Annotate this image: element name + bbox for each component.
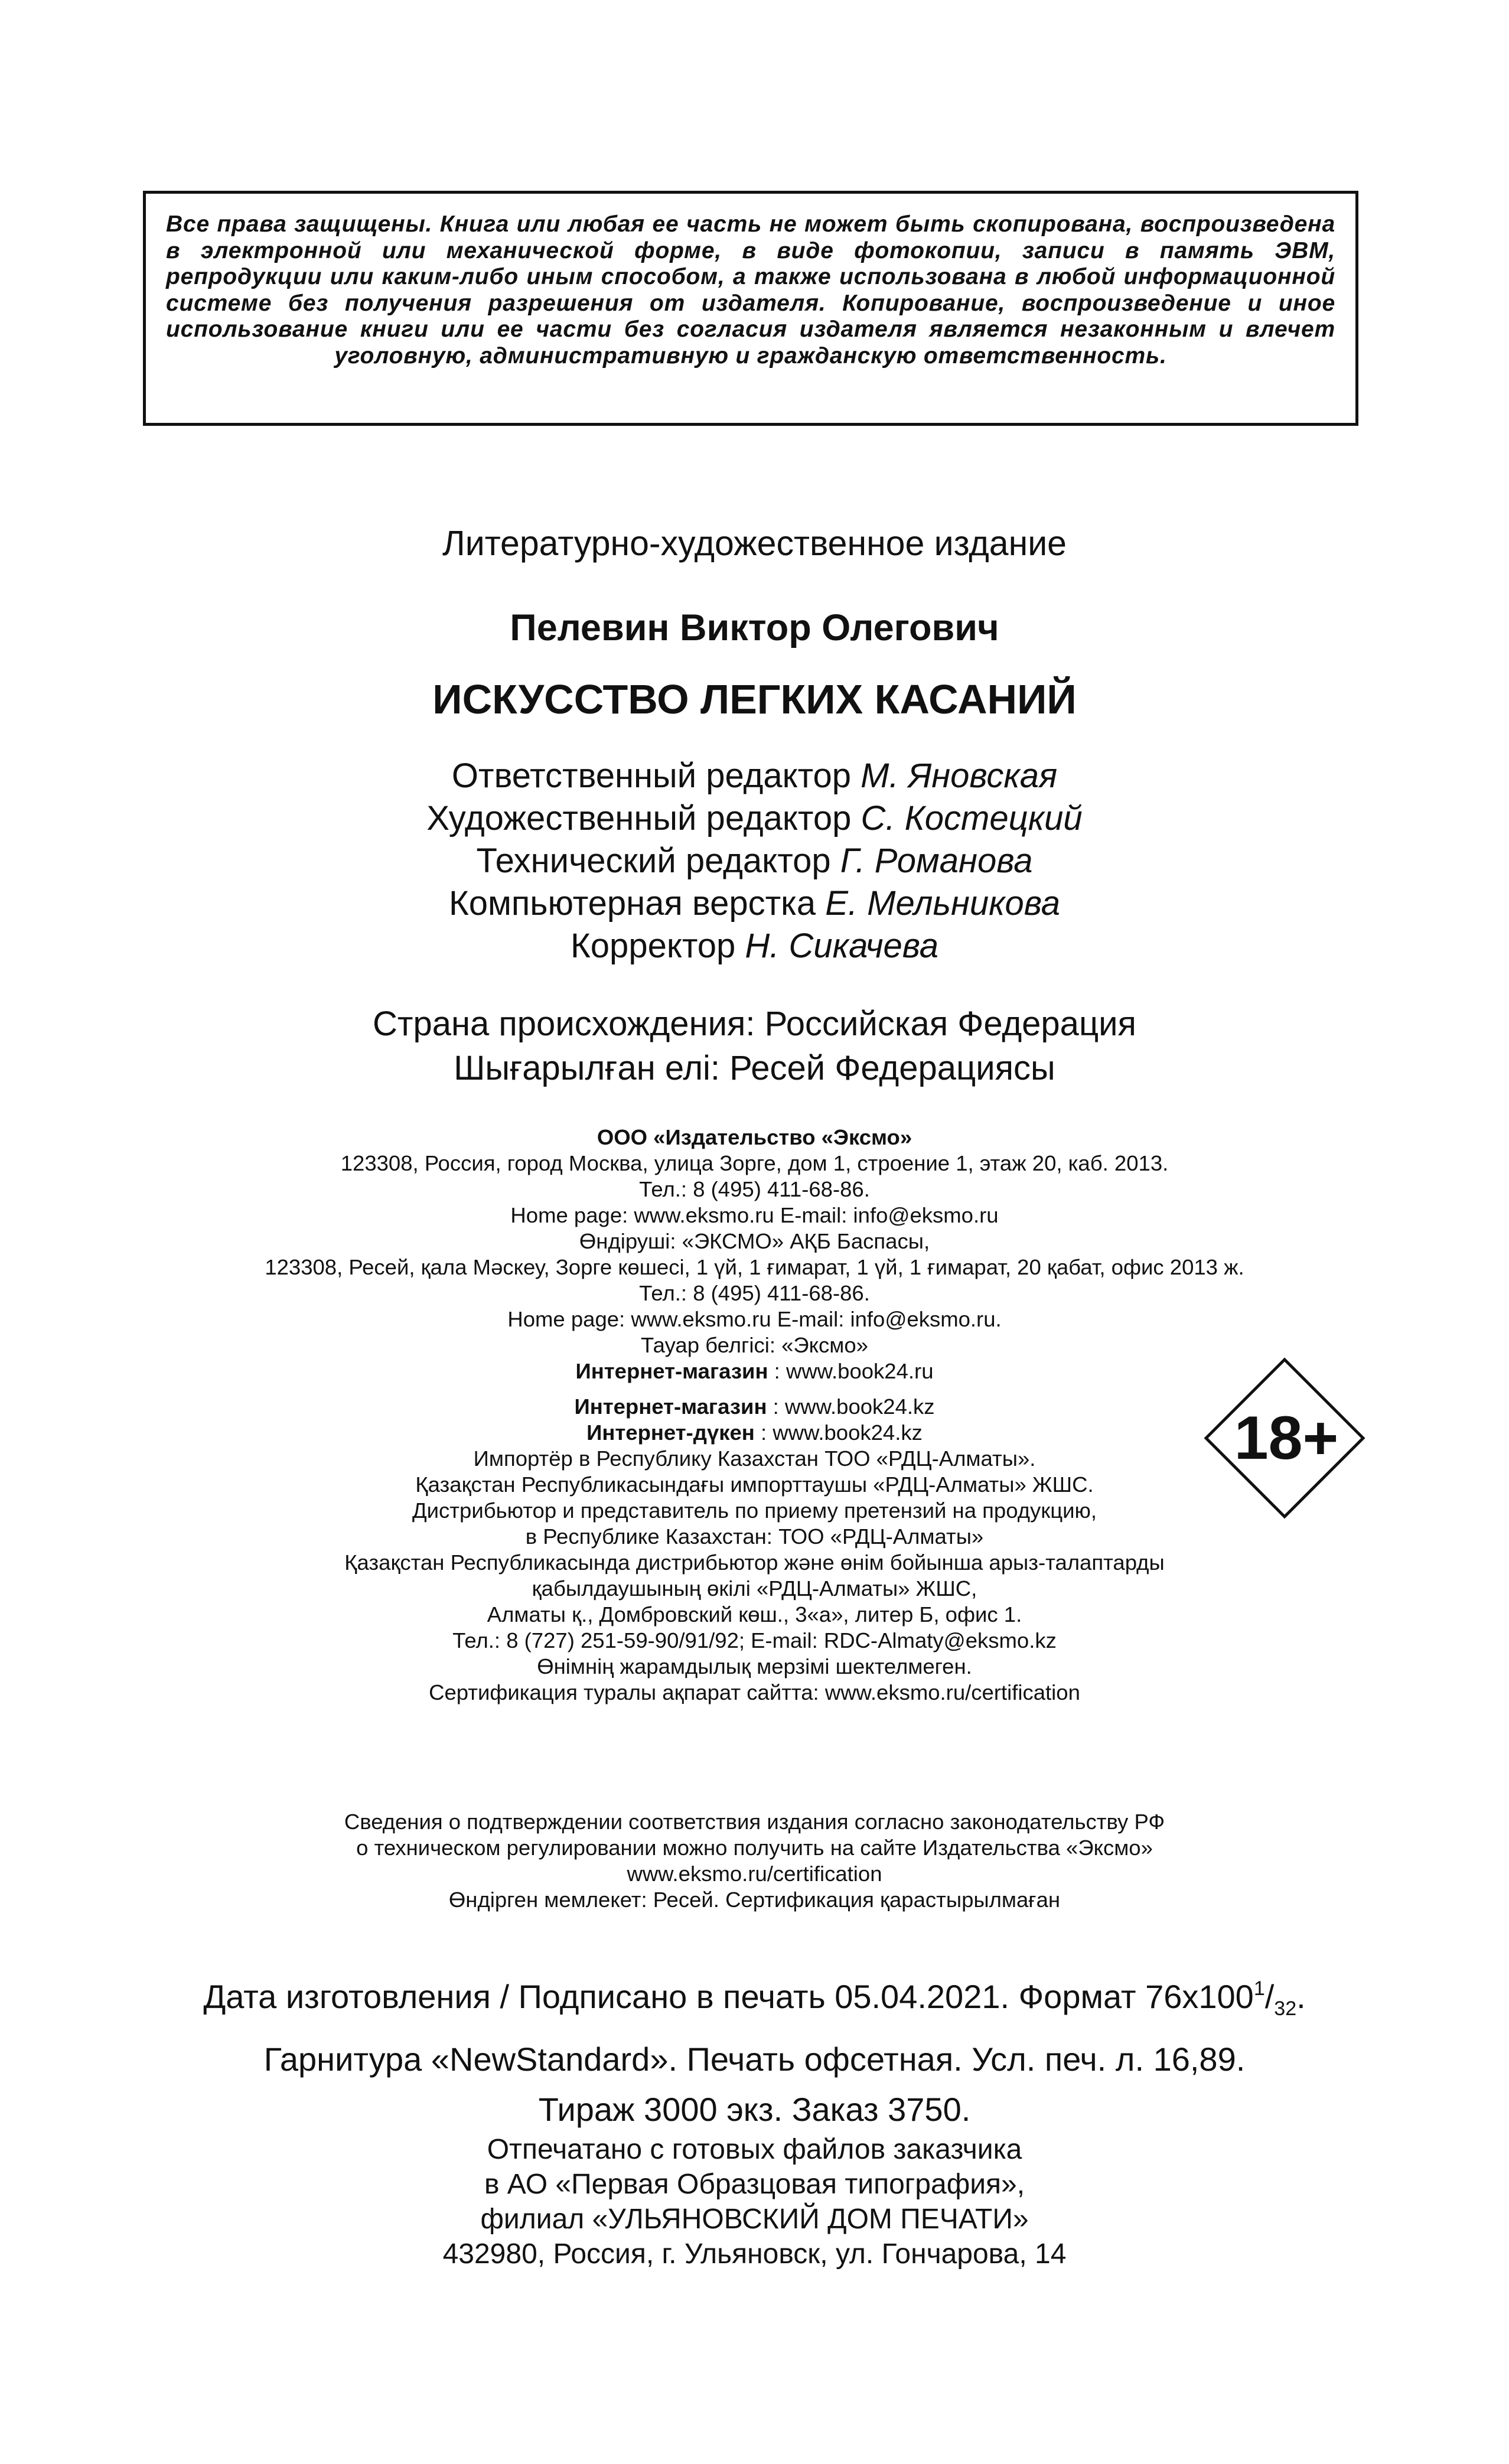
certification-info: [0, 1809, 1509, 1913]
staff-role: Корректор: [571, 927, 736, 965]
format-end: .: [1296, 1978, 1306, 2015]
printer-info: [0, 2132, 1509, 2271]
publisher-web-kz: Home page: www.eksmo.ru E-mail: info@eksmo.ru.: [507, 1307, 1002, 1331]
staff-name: М. Яновская: [861, 757, 1058, 795]
age-rating-diamond: [1204, 1357, 1365, 1519]
country-of-origin: [0, 1002, 1509, 1090]
importer-line: Алматы қ., Домбровский көш., 3«а», литер Б, офис 1.: [487, 1602, 1022, 1627]
print-info: [0, 1964, 1509, 2134]
importer-line: Тел.: 8 (727) 251-59-90/91/92; E-mail: RDC-Almaty@eksmo.kz: [452, 1628, 1057, 1653]
staff-name: Н. Сикачева: [745, 927, 938, 965]
online-shop-url: : www.book24.ru: [768, 1359, 934, 1383]
staff-line-responsible-editor: [0, 755, 1509, 797]
staff-line-art-editor: [0, 797, 1509, 840]
staff-name: Е. Мельникова: [825, 884, 1061, 923]
staff-name: С. Костецкий: [861, 799, 1083, 837]
staff-role: Технический редактор: [476, 842, 831, 880]
certification-line: Сведения о подтверждении соответствия издания согласно законодательству РФ: [344, 1810, 1165, 1834]
online-shop-label: Интернет-магазин: [575, 1359, 768, 1383]
publisher-address-ru: 123308, Россия, город Москва, улица Зорге, дом 1, строение 1, этаж 20, каб. 2013.: [340, 1151, 1169, 1175]
age-rating-label: 18+: [1234, 1404, 1339, 1472]
importer-line: Дистрибьютор и представитель по приему претензий на продукцию,: [412, 1498, 1097, 1523]
author-name: Пелевин Виктор Олегович: [510, 607, 999, 648]
importer-line: Өнімнің жарамдылық мерзімі шектелмеген.: [537, 1654, 972, 1678]
certification-line: о техническом регулировании можно получить на сайте Издательства «Эксмо»: [356, 1836, 1153, 1860]
printer-line: в АО «Первая Образцовая типография»,: [484, 2169, 1025, 2200]
staff-line-technical-editor: [0, 840, 1509, 882]
staff-line-proofreader: [0, 925, 1509, 967]
certification-line: www.eksmo.ru/certification: [627, 1862, 882, 1886]
importer-line: Қазақстан Республикасында дистрибьютор және өнім бойынша арыз-талаптарды: [344, 1550, 1165, 1575]
printer-line: Отпечатано с готовых файлов заказчика: [487, 2134, 1022, 2165]
print-date-format-line: [0, 1964, 1509, 2034]
print-date-text: Дата изготовления / Подписано в печать 05.04.2021. Формат 76x100: [203, 1978, 1254, 2015]
publisher-phone-ru: Тел.: 8 (495) 411-68-86.: [639, 1177, 870, 1201]
publisher-phone-kz: Тел.: 8 (495) 411-68-86.: [639, 1281, 870, 1305]
origin-line-kz: Шығарылған елі: Ресей Федерациясы: [454, 1049, 1055, 1087]
online-shop-label: Интернет-магазин: [574, 1394, 767, 1419]
edition-type: Литературно-художественное издание: [442, 524, 1067, 563]
publisher-web-ru: Home page: www.eksmo.ru E-mail: info@eksmo.ru: [510, 1203, 999, 1227]
importer-line: қабылдаушының өкілі «РДЦ-Алматы» ЖШС,: [532, 1576, 977, 1601]
certification-line: Өндірген мемлекет: Ресей. Сертификация қарастырылмаған: [448, 1888, 1061, 1912]
online-shop-url: : www.book24.kz: [767, 1394, 935, 1419]
online-shop-label: Интернет-дүкен: [586, 1420, 755, 1445]
staff-role: Ответственный редактор: [451, 757, 852, 795]
circulation-line: Тираж 3000 экз. Заказ 3750.: [538, 2091, 971, 2128]
publisher-producer-kz: Өндіруші: «ЭКСМО» АҚБ Баспасы,: [579, 1229, 930, 1253]
staff-credits: [0, 755, 1509, 967]
publisher-trademark-kz: Тауар белгісі: «Эксмо»: [641, 1333, 868, 1357]
format-denominator: 32: [1274, 1997, 1297, 2020]
book-title: ИСКУССТВО ЛЕГКИХ КАСАНИЙ: [432, 676, 1077, 722]
publisher-address-kz: 123308, Ресей, қала Мәскеу, Зорге көшесі, 1 үй, 1 ғимарат, 1 үй, 1 ғимарат, 20 қабат, офис 2013 ж.: [265, 1255, 1244, 1279]
printer-line: 432980, Россия, г. Ульяновск, ул. Гончарова, 14: [442, 2238, 1067, 2270]
importer-line: Қазақстан Республикасындағы импорттаушы «РДЦ-Алматы» ЖШС.: [415, 1472, 1094, 1497]
staff-role: Компьютерная верстка: [448, 884, 816, 923]
origin-line-ru: Страна происхождения: Российская Федерация: [373, 1005, 1136, 1043]
printer-line: филиал «УЛЬЯНОВСКИЙ ДОМ ПЕЧАТИ»: [480, 2204, 1029, 2235]
staff-role: Художественный редактор: [426, 799, 852, 837]
copyright-notice-box: [143, 191, 1358, 426]
format-numerator: 1: [1253, 1977, 1265, 2000]
copyright-notice-text: Все права защищены. Книга или любая ее часть не может быть скопирована, воспроизведена в электронной или механической форме, в виде фотокопии, записи в память ЭВМ, репродукции или каким-либо иным способом, а также использована в любой информационной системе без получения разрешения от издателя. Копирование, воспроизведение и иное использование книги или ее части без согласия издателя является незаконным и влечет уголовную, административную и гражданскую ответственность.: [166, 211, 1335, 369]
staff-line-layout: [0, 882, 1509, 925]
format-slash: /: [1264, 1978, 1275, 2015]
online-shop-url: : www.book24.kz: [754, 1420, 923, 1445]
importer-line: Импортёр в Республику Казахстан ТОО «РДЦ-Алматы».: [473, 1446, 1036, 1471]
publisher-name: ООО «Издательство «Эксмо»: [597, 1125, 912, 1149]
importer-line: Сертификация туралы ақпарат сайтта: www.eksmo.ru/certification: [429, 1680, 1080, 1704]
staff-name: Г. Романова: [840, 842, 1033, 880]
age-rating-badge: [1204, 1357, 1365, 1519]
typeface-line: Гарнитура «NewStandard». Печать офсетная. Усл. печ. л. 16,89.: [263, 2041, 1246, 2078]
importer-line: в Республике Казахстан: ТОО «РДЦ-Алматы»: [525, 1524, 984, 1549]
